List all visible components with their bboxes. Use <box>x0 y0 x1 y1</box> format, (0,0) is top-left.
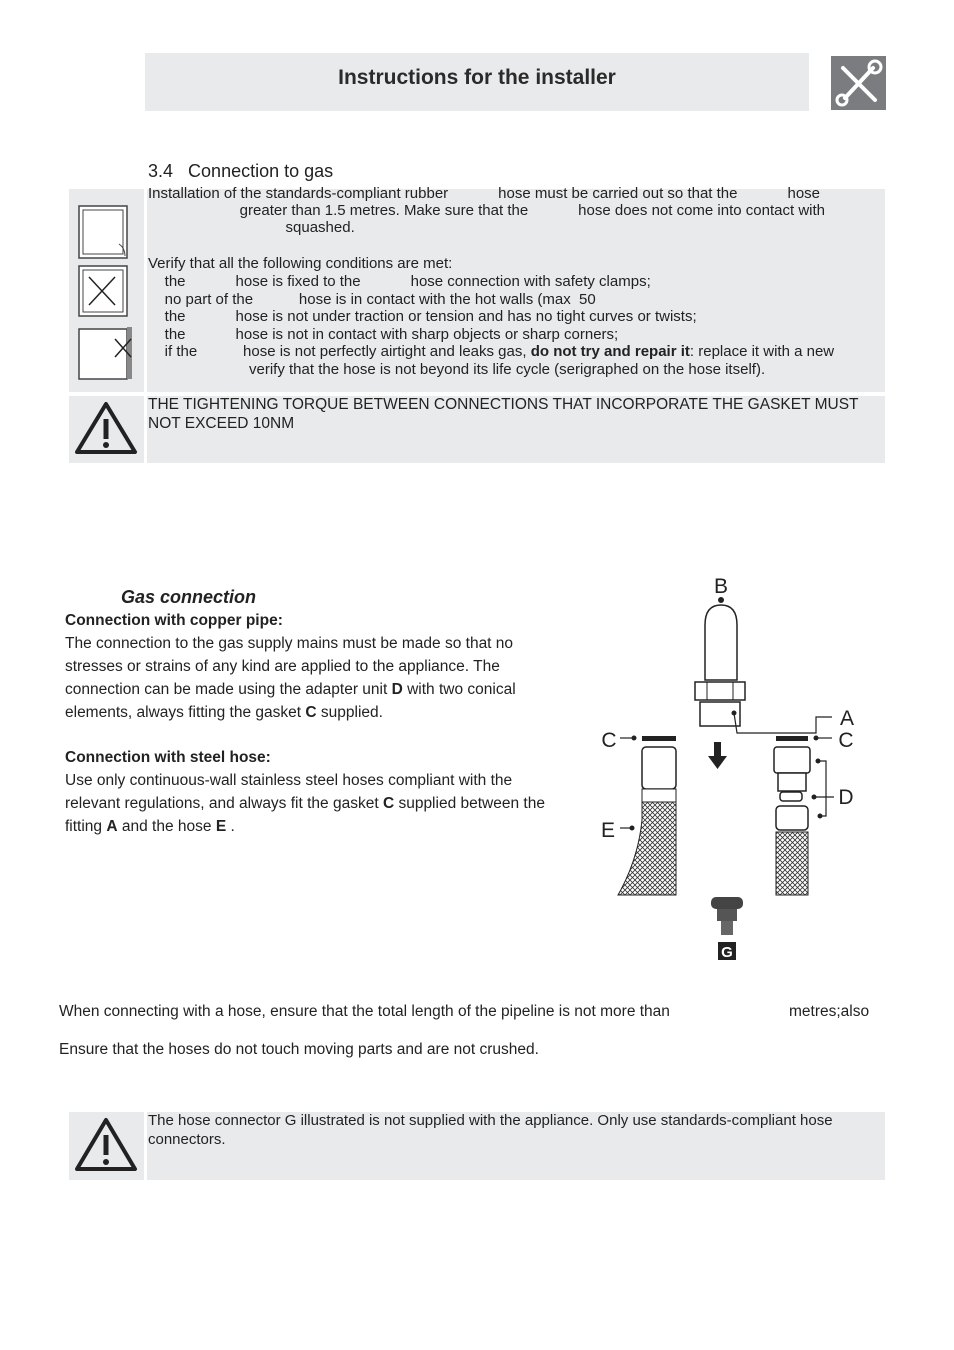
gas-connection-title: Gas connection <box>121 587 257 607</box>
condition-item-continuation: verify that the hose is not beyond its life cycle (serigraphed on the hose itself). <box>249 361 766 378</box>
condition-text: if the hose is not perfectly airtight and leaks gas, <box>148 343 531 360</box>
condition-item <box>148 343 834 361</box>
hose-icons-column <box>69 189 144 392</box>
paragraph-bold: D <box>391 681 403 698</box>
adapter-d <box>774 736 834 896</box>
warning-icon-box-2 <box>69 1112 144 1180</box>
gas-connection-diagram <box>590 570 870 970</box>
paragraph-bold: C <box>305 704 317 721</box>
hose-ok-icon <box>79 206 127 258</box>
paragraph-bold: C <box>382 795 395 812</box>
length-note-end: metres;also <box>789 1003 870 1020</box>
label-d: D <box>838 786 854 809</box>
paragraph-text: Use only continuous-wall stainless steel hoses compliant with the relevant regulations, and always fit the gasket <box>65 772 513 812</box>
paragraph-text: The connection to the gas supply mains must be made so that no stresses or strains of any kind are applied to the appliance. The connection can be made using the adapter unit <box>65 635 514 698</box>
hose-wrong-icon <box>79 266 127 316</box>
paragraph-text: and the hose <box>117 818 216 835</box>
intro-line-1: Installation of the standards-compliant rubber hose must be carried out so that the hose <box>148 185 821 202</box>
section-title <box>148 161 333 182</box>
warning-icon-box <box>69 396 144 463</box>
section-number: 3.4 <box>148 161 174 181</box>
condition-item: the hose is not in contact with sharp objects or sharp corners; <box>148 326 619 343</box>
intro-line-3: squashed. <box>148 219 355 236</box>
warning-icon <box>69 396 144 463</box>
paragraph-text: supplied. <box>316 704 383 721</box>
copper-heading: Connection with copper pipe: <box>65 612 283 629</box>
condition-item: the hose is fixed to the hose connection with safety clamps; <box>148 273 651 290</box>
paragraph-text: supplied between the fitting <box>65 795 545 835</box>
fitting-b <box>695 597 832 733</box>
paragraph-bold: E <box>215 818 227 835</box>
condition-bold-text: do not try and repair it <box>530 343 690 360</box>
label-e: E <box>600 819 616 842</box>
copper-paragraph <box>65 632 560 724</box>
tools-icon <box>831 56 886 110</box>
hose-sharp-corner-icon <box>79 327 132 379</box>
section-title-text: Connection to gas <box>188 161 334 181</box>
steel-heading: Connection with steel hose: <box>65 749 271 766</box>
paragraph-bold: A <box>106 818 118 835</box>
label-c-right: C <box>838 729 854 752</box>
condition-item: the hose is not under traction or tension and has no tight curves or twists; <box>148 308 697 325</box>
warning-icon <box>69 1112 144 1180</box>
page-title: Instructions for the installer <box>338 66 616 89</box>
condition-item: no part of the hose is in contact with the hot walls (max 50 <box>148 291 596 308</box>
paragraph-text: . <box>226 818 235 835</box>
hose-e <box>618 736 676 896</box>
condition-text: : replace it with a new <box>689 343 835 360</box>
length-note: When connecting with a hose, ensure that the total length of the pipeline is not more than <box>59 1003 670 1020</box>
warning-text: THE TIGHTENING TORQUE BETWEEN CONNECTIONS THAT INCORPORATE THE GASKET MUST NOT EXCEED 10NM <box>148 396 859 432</box>
touch-note: Ensure that the hoses do not touch moving parts and are not crushed. <box>59 1041 539 1058</box>
intro-line-2: greater than 1.5 metres. Make sure that the hose does not come into contact with <box>148 202 825 219</box>
label-b: B <box>713 575 729 598</box>
warning-text-2: The hose connector G illustrated is not supplied with the appliance. Only use standards-compliant hose connectors. <box>148 1112 833 1148</box>
paragraph-text: with two conical elements, always fitting the gasket <box>65 681 516 721</box>
label-g: G <box>721 944 733 961</box>
label-c-left: C <box>601 729 617 752</box>
down-arrow <box>708 742 727 769</box>
label-a: A <box>839 707 855 730</box>
steel-paragraph <box>65 769 565 838</box>
verify-label: Verify that all the following conditions are met: <box>148 255 453 272</box>
